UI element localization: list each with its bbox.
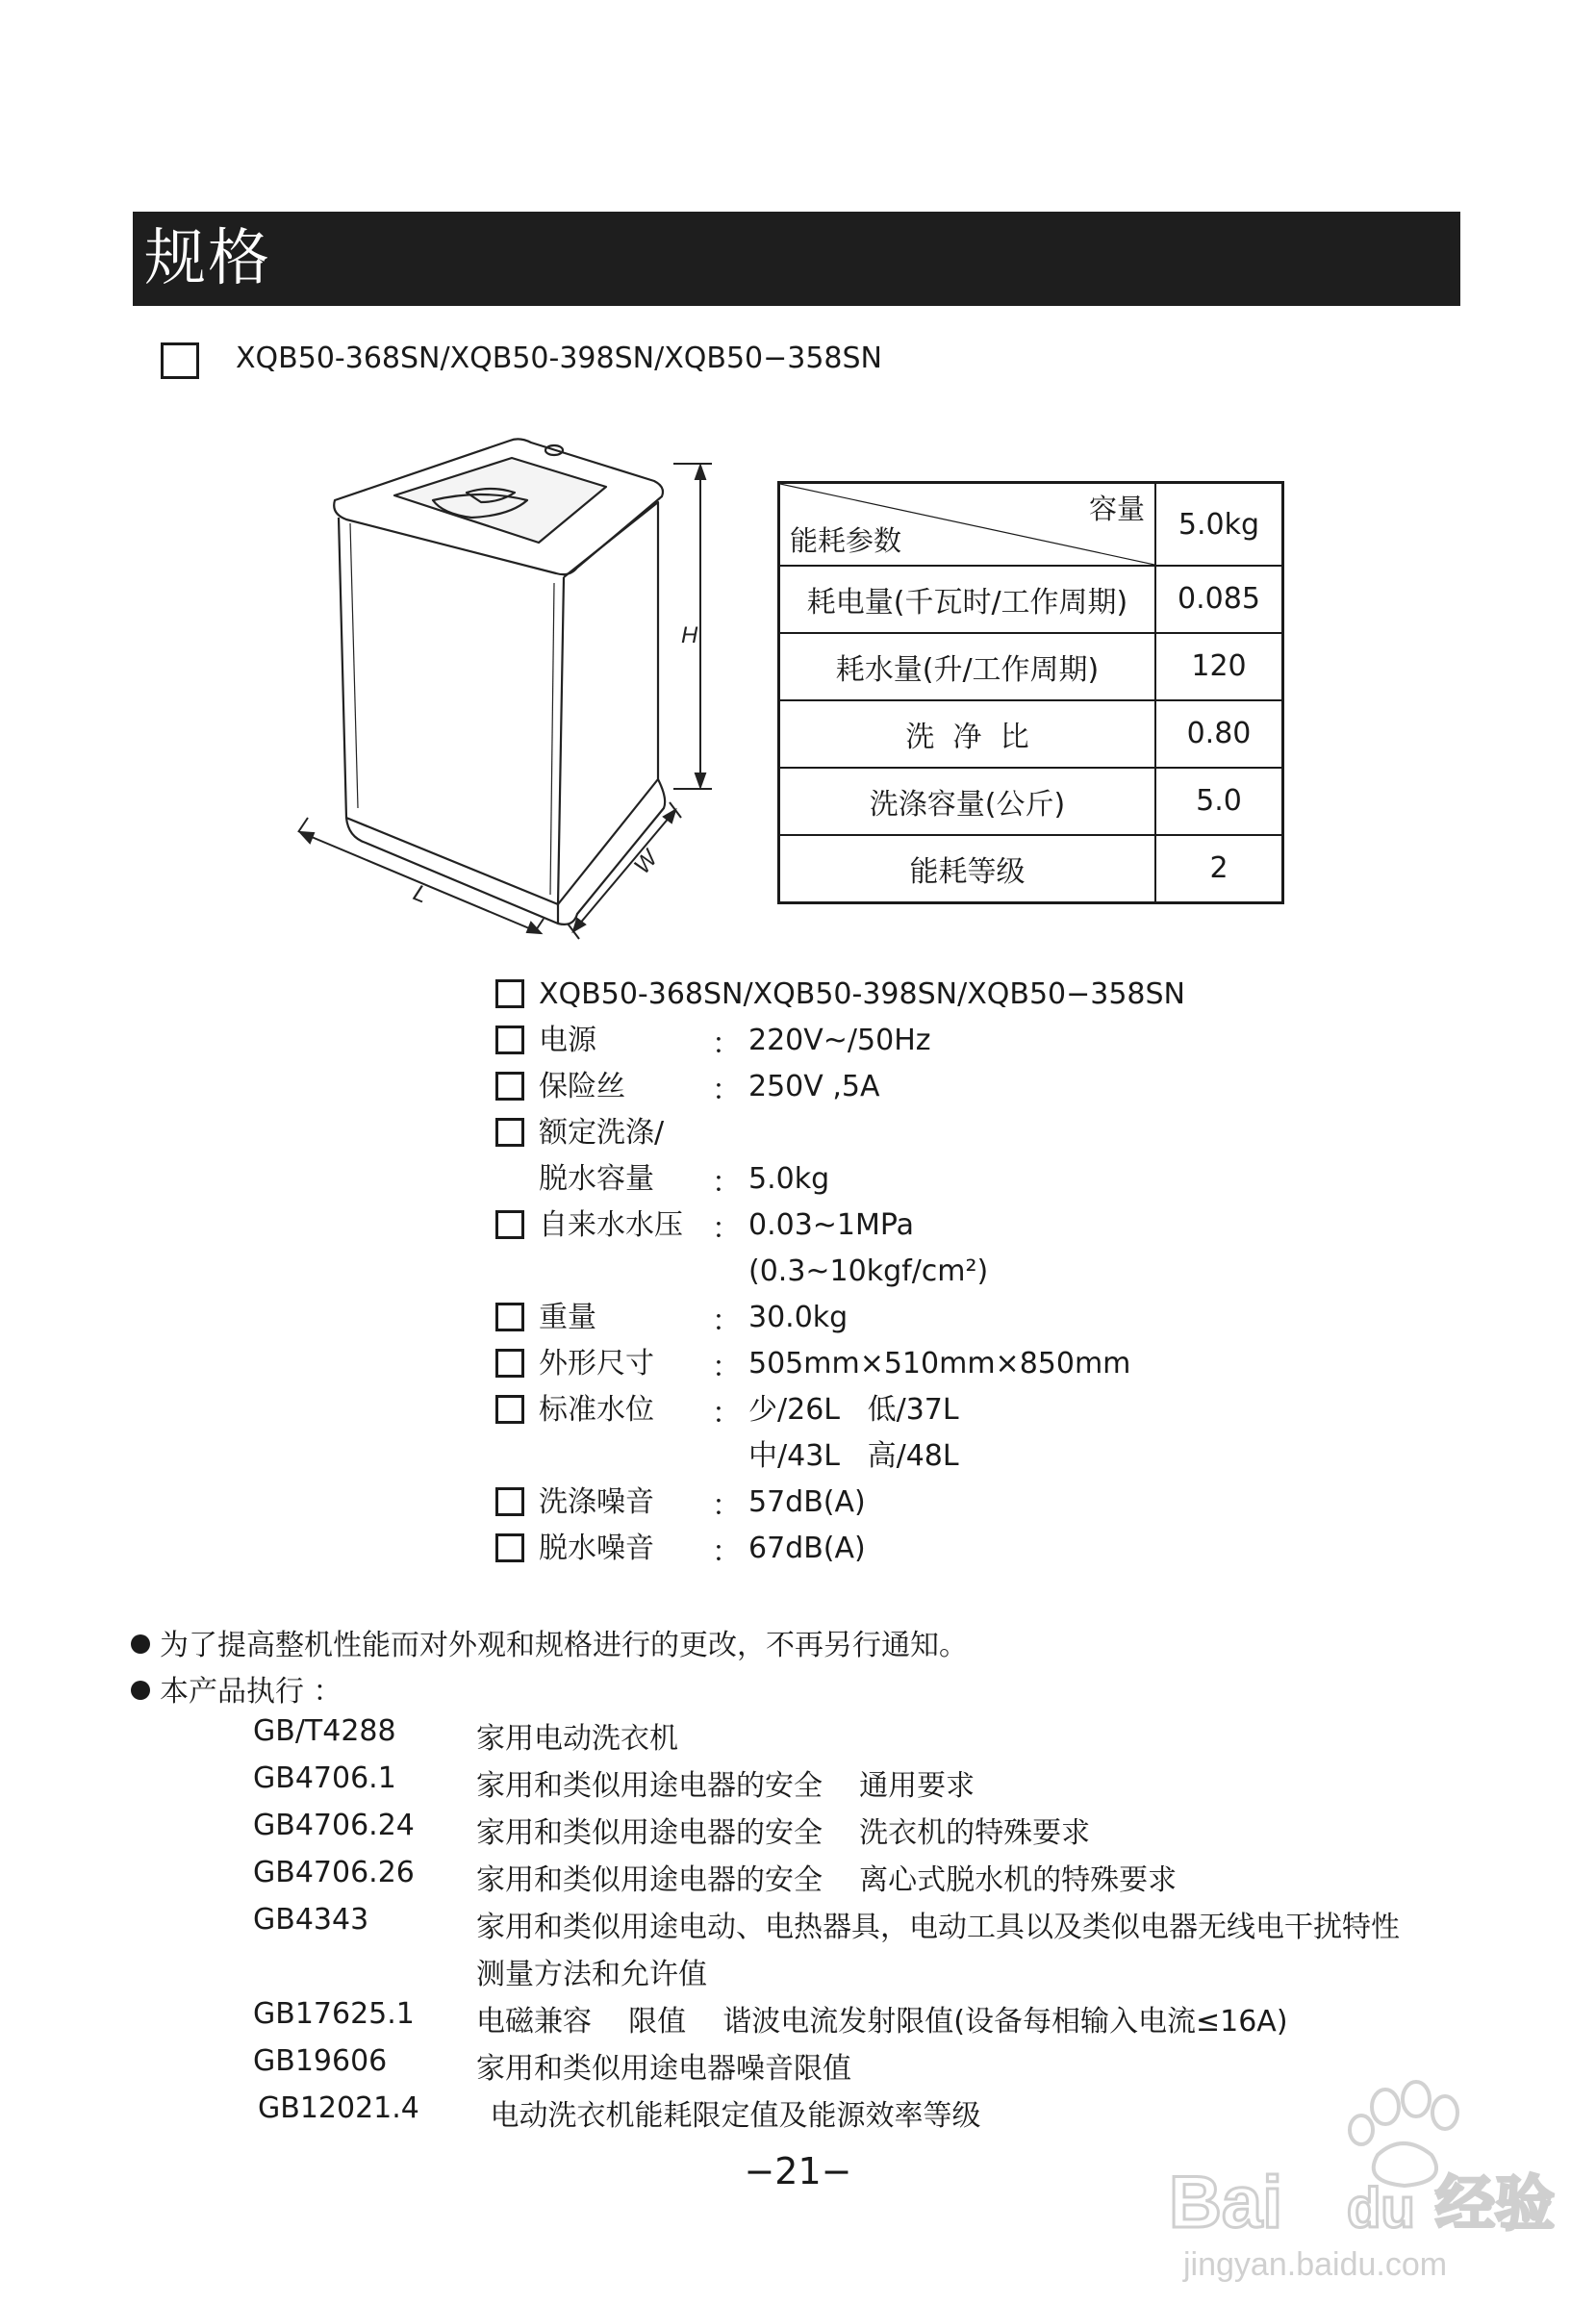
spec-colon: ：: [712, 1166, 741, 1200]
spec-label: 洗涤噪音: [539, 1485, 654, 1519]
spec-label: 额定洗涤/: [539, 1116, 665, 1150]
spec-value: 0.03~1MPa: [748, 1208, 915, 1242]
table-row: [779, 566, 1283, 633]
spec-value: 220V~/50Hz: [748, 1024, 931, 1057]
checkbox-icon: [495, 979, 524, 1008]
note-standards: [131, 1667, 342, 1710]
spec-label: 电源: [539, 1024, 596, 1057]
standard-code: GB4706.26: [253, 1856, 415, 1889]
baidu-jingyan-watermark: [1164, 2068, 1568, 2290]
checkbox-icon: [495, 1349, 524, 1378]
row-label: 耗水量(升/工作周期): [779, 633, 1156, 700]
table-row: [779, 700, 1283, 768]
standard-code: GB12021.4: [258, 2091, 419, 2125]
checkbox-icon: [495, 1210, 524, 1239]
spec-value: 57dB(A): [748, 1485, 866, 1519]
spec-value: (0.3~10kgf/cm²): [748, 1254, 989, 1288]
standard-code: GB17625.1: [253, 1997, 415, 2031]
spec-label: 脱水容量: [539, 1162, 654, 1196]
watermark-cn: 经验: [1435, 2168, 1556, 2239]
page-number: −21−: [744, 2150, 852, 2192]
bullet-icon: [131, 1634, 150, 1654]
spec-value: 67dB(A): [748, 1532, 866, 1565]
checkbox-icon: [495, 1395, 524, 1424]
row-label: 耗电量(千瓦时/工作周期): [779, 566, 1156, 633]
spec-label: 重量: [539, 1301, 596, 1334]
capacity-value: 5.0kg: [1155, 483, 1283, 567]
spec-value: 505mm×510mm×850mm: [748, 1347, 1131, 1380]
spec-colon: ：: [712, 1489, 741, 1523]
spec-colon: ：: [712, 1304, 741, 1338]
standard-desc: 家用和类似用途电器噪音限值: [476, 2052, 851, 2086]
spec-value: 中/43L 高/48L: [748, 1439, 959, 1473]
watermark-brand2: du: [1347, 2177, 1415, 2240]
spec-value: 250V ,5A: [748, 1070, 880, 1103]
standard-code: GB4343: [253, 1903, 369, 1937]
height-label: H: [681, 622, 698, 648]
model-heading: XQB50-368SN/XQB50-398SN/XQB50−358SN: [236, 342, 882, 375]
checkbox-icon: [495, 1072, 524, 1101]
spec-value: 少/26L 低/37L: [748, 1393, 959, 1427]
spec-label: 保险丝: [539, 1070, 625, 1103]
standard-code: GB4706.24: [253, 1809, 415, 1842]
model-checkbox: [161, 342, 199, 379]
spec-colon: ：: [712, 1351, 741, 1384]
standard-desc: 家用和类似用途电器的安全 通用要求: [476, 1769, 975, 1803]
checkbox-icon: [495, 1118, 524, 1147]
standard-desc: 电动洗衣机能耗限定值及能源效率等级: [481, 2099, 981, 2133]
standard-code: GB/T4288: [253, 1714, 396, 1748]
length-label: L: [409, 879, 432, 909]
spec-model: XQB50-368SN/XQB50-398SN/XQB50−358SN: [539, 977, 1185, 1011]
note-text: 为了提高整机性能而对外观和规格进行的更改，不再另行通知。: [160, 1629, 968, 1662]
note-text: 本产品执行 ：: [160, 1675, 342, 1709]
spec-colon: ：: [712, 1027, 741, 1061]
width-label: W: [628, 846, 664, 879]
checkbox-icon: [495, 1487, 524, 1516]
spec-colon: ：: [712, 1074, 741, 1107]
spec-colon: ：: [712, 1212, 741, 1246]
spec-label: 外形尺寸: [539, 1347, 654, 1380]
watermark-url: jingyan.baidu.com: [1183, 2246, 1448, 2283]
washing-machine-figure: [289, 423, 741, 962]
energy-table: [777, 481, 1284, 904]
capacity-header: 容量: [1088, 493, 1145, 525]
energy-params-header: 能耗参数: [790, 524, 902, 557]
standard-desc: 家用和类似用途电动、电热器具，电动工具以及类似电器无线电干扰特性: [476, 1911, 1400, 1944]
standard-desc: 家用电动洗衣机: [476, 1722, 678, 1756]
row-value: 5.0: [1155, 768, 1283, 835]
table-corner-cell: [779, 483, 1156, 567]
table-row: [779, 768, 1283, 835]
spec-label: 脱水噪音: [539, 1532, 654, 1565]
standard-code: GB4706.1: [253, 1761, 396, 1795]
section-header: [133, 212, 1460, 306]
standard-desc: 电磁兼容 限值 谐波电流发射限值(设备每相输入电流≤16A): [476, 2005, 1288, 2039]
spec-value: 5.0kg: [748, 1162, 830, 1196]
spec-label: 标准水位: [539, 1393, 654, 1427]
spec-value: 30.0kg: [748, 1301, 849, 1334]
spec-colon: ：: [712, 1535, 741, 1569]
row-value: 120: [1155, 633, 1283, 700]
row-label: 洗 净 比: [779, 700, 1156, 768]
standard-code: GB19606: [253, 2044, 388, 2078]
row-label: 洗涤容量(公斤): [779, 768, 1156, 835]
checkbox-icon: [495, 1026, 524, 1054]
bullet-icon: [131, 1681, 150, 1700]
note-change: [131, 1621, 968, 1663]
row-value: 2: [1155, 835, 1283, 903]
standard-desc: 家用和类似用途电器的安全 离心式脱水机的特殊要求: [476, 1863, 1178, 1897]
checkbox-icon: [495, 1533, 524, 1562]
table-row: [779, 835, 1283, 903]
standard-desc: 家用和类似用途电器的安全 洗衣机的特殊要求: [476, 1816, 1091, 1850]
row-value: 0.80: [1155, 700, 1283, 768]
standard-desc: 测量方法和允许值: [476, 1958, 707, 1991]
checkbox-icon: [495, 1303, 524, 1331]
row-value: 0.085: [1155, 566, 1283, 633]
row-label: 能耗等级: [779, 835, 1156, 903]
table-row: [779, 633, 1283, 700]
spec-label: 自来水水压: [539, 1208, 683, 1242]
watermark-brand: Bai: [1169, 2162, 1283, 2243]
section-title: 规格: [144, 223, 271, 294]
spec-colon: ：: [712, 1397, 741, 1431]
